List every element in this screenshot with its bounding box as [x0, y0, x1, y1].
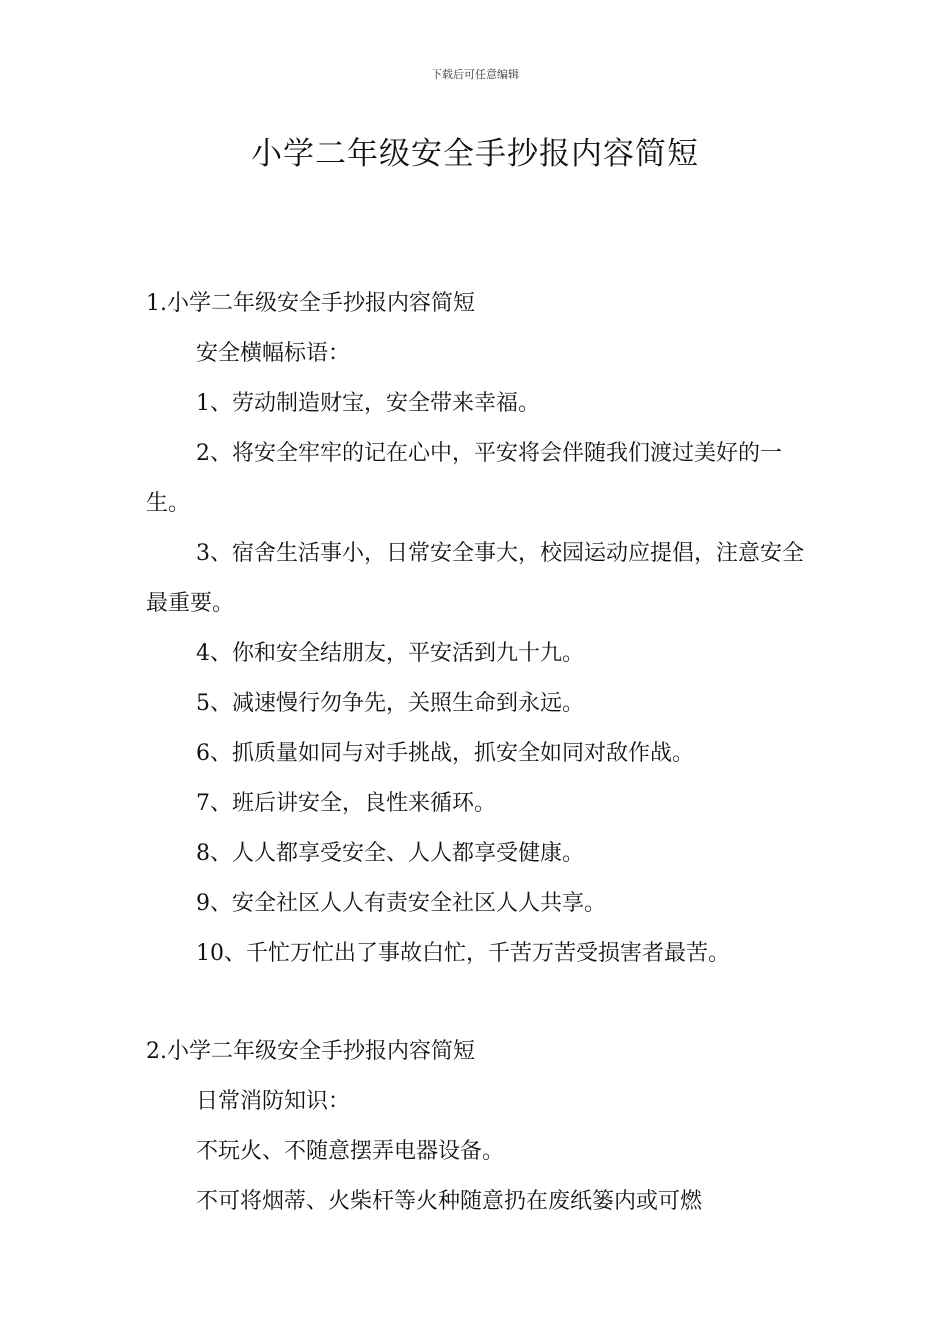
list-item: 2、将安全牢牢的记在心中，平安将会伴随我们渡过美好的一生。 — [146, 441, 782, 516]
list-item: 7、班后讲安全，良性来循环。 — [196, 791, 496, 816]
list-item: 9、安全社区人人有责安全社区人人共享。 — [196, 891, 606, 916]
document-title: 小学二年级安全手抄报内容简短 — [251, 136, 699, 172]
list-item: 不可将烟蒂、火柴杆等火种随意扔在废纸篓内或可燃 — [196, 1189, 703, 1214]
list-item: 4、你和安全结朋友，平安活到九十九。 — [196, 641, 584, 666]
section-1 — [146, 279, 816, 979]
list-item: 1、劳动制造财宝，安全带来幸福。 — [196, 391, 540, 416]
list-item: 5、减速慢行勿争先，关照生命到永远。 — [196, 691, 584, 716]
section-heading: 2.小学二年级安全手抄报内容简短 — [146, 1039, 475, 1064]
section-subheading: 安全横幅标语： — [196, 341, 351, 366]
list-item: 不玩火、不随意摆弄电器设备。 — [196, 1139, 505, 1164]
list-item: 10、千忙万忙出了事故白忙，千苦万苦受损害者最苦。 — [196, 941, 730, 966]
section-heading: 1.小学二年级安全手抄报内容简短 — [146, 291, 475, 316]
section-2 — [146, 1027, 816, 1227]
header-note: 下载后可任意编辑 — [431, 68, 519, 81]
list-item: 6、抓质量如同与对手挑战，抓安全如同对敌作战。 — [196, 741, 694, 766]
list-item: 8、人人都享受安全、人人都享受健康。 — [196, 841, 584, 866]
list-item: 3、宿舍生活事小，日常安全事大，校园运动应提倡，注意安全最重要。 — [146, 541, 804, 616]
section-subheading: 日常消防知识： — [196, 1089, 351, 1114]
document-body — [146, 279, 816, 1227]
